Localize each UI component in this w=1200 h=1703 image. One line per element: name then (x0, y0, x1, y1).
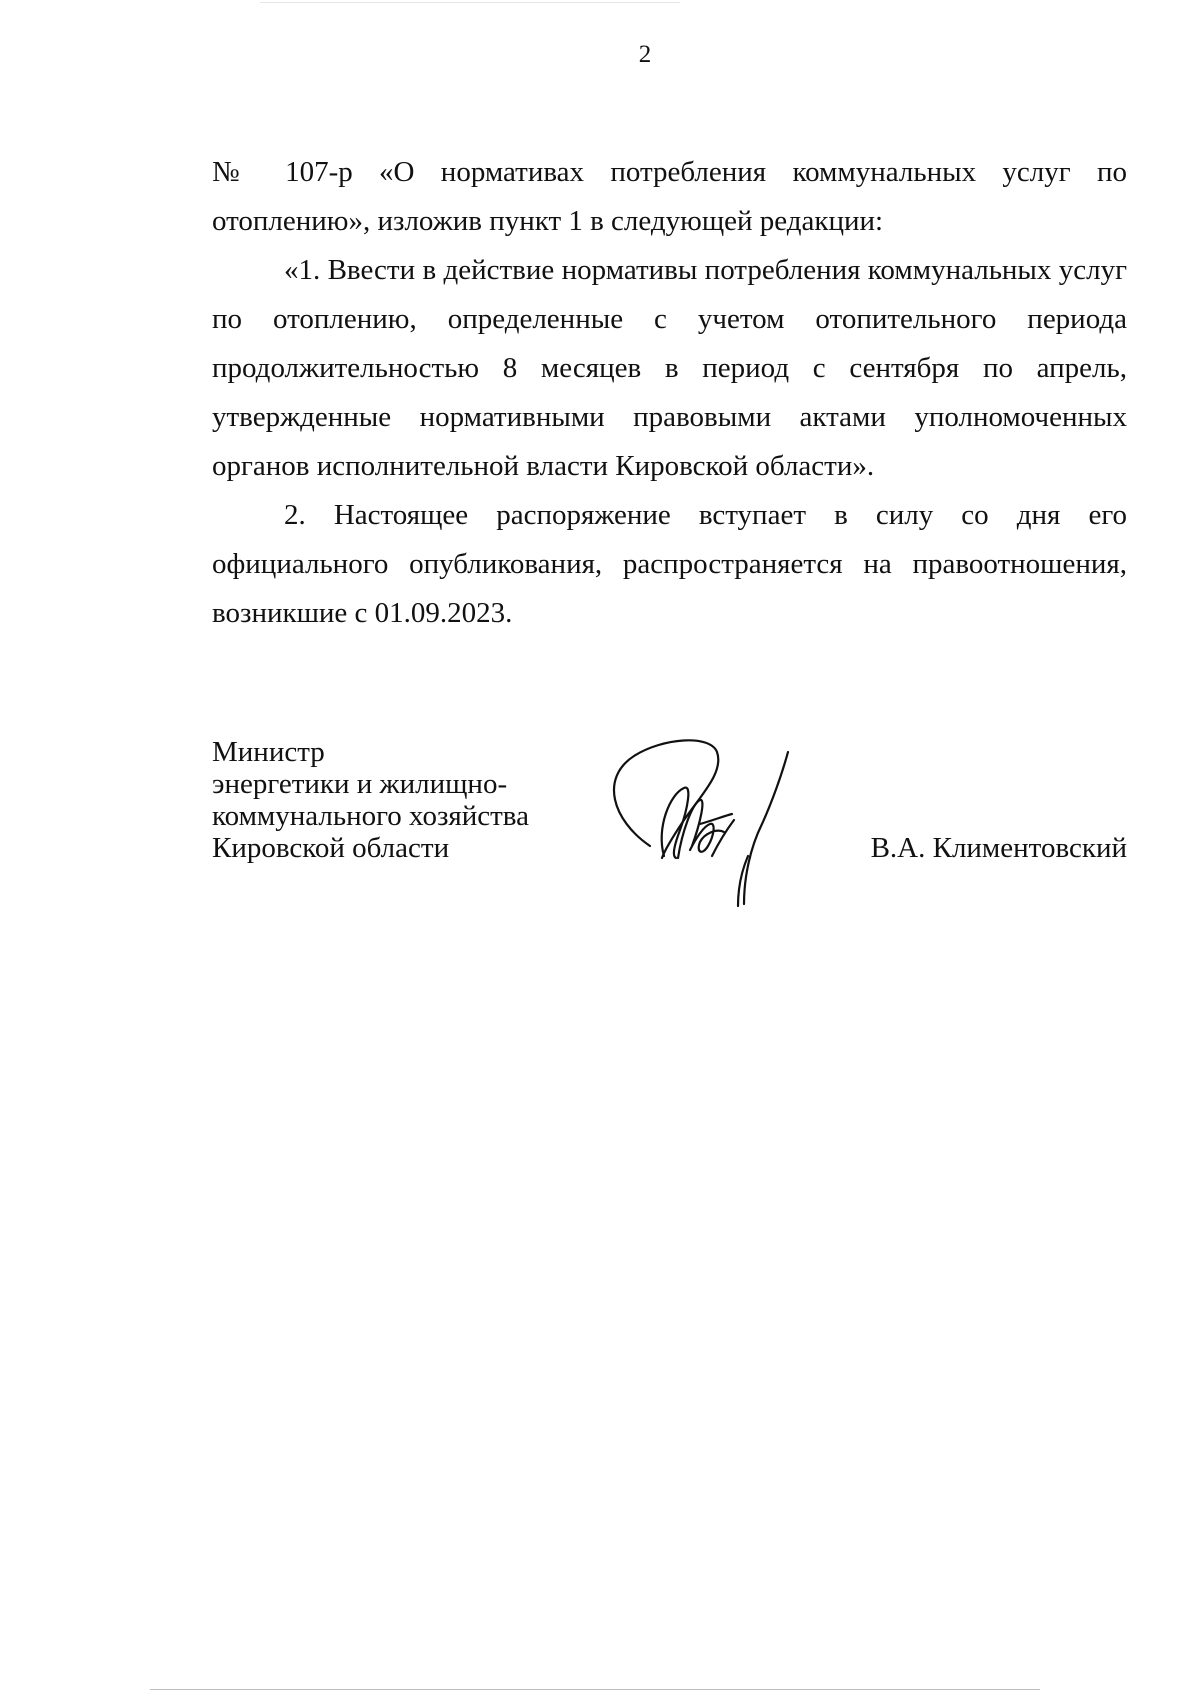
signature-block (212, 736, 1127, 936)
signatory-title (212, 736, 572, 864)
paragraph-item-1: «1. Ввести в действие нормативы потребления коммунальных услуг по отоплению, определенные с учетом отопительного периода продолжительностью 8 месяцев в период с сентября по апрель, утвержденные нормативными правовыми актами уполномоченных органов исполнительной власти Кировской области». (212, 254, 1127, 482)
paragraph-item-2: 2. Настоящее распоряжение вступает в силу со дня его официального опубликования, распространяется на правоотношения, возникшие с 01.09.2023. (212, 499, 1127, 629)
signatory-name: В.А. Климентовский (870, 832, 1127, 864)
signatory-title-line: энергетики и жилищно- (212, 768, 508, 800)
paragraph-continuation: № 107-р «О нормативах потребления коммунальных услуг по отоплению», изложив пункт 1 в следующей редакции: (212, 156, 1127, 237)
signatory-title-line: коммунального хозяйства (212, 800, 529, 832)
page-number: 2 (638, 41, 652, 68)
document-body (212, 148, 1127, 638)
handwritten-signature-icon (592, 728, 822, 908)
signatory-title-line: Министр (212, 736, 325, 768)
scan-edge-line (150, 1689, 1040, 1690)
scan-edge-line (260, 2, 680, 3)
signatory-title-line: Кировской области (212, 832, 450, 864)
